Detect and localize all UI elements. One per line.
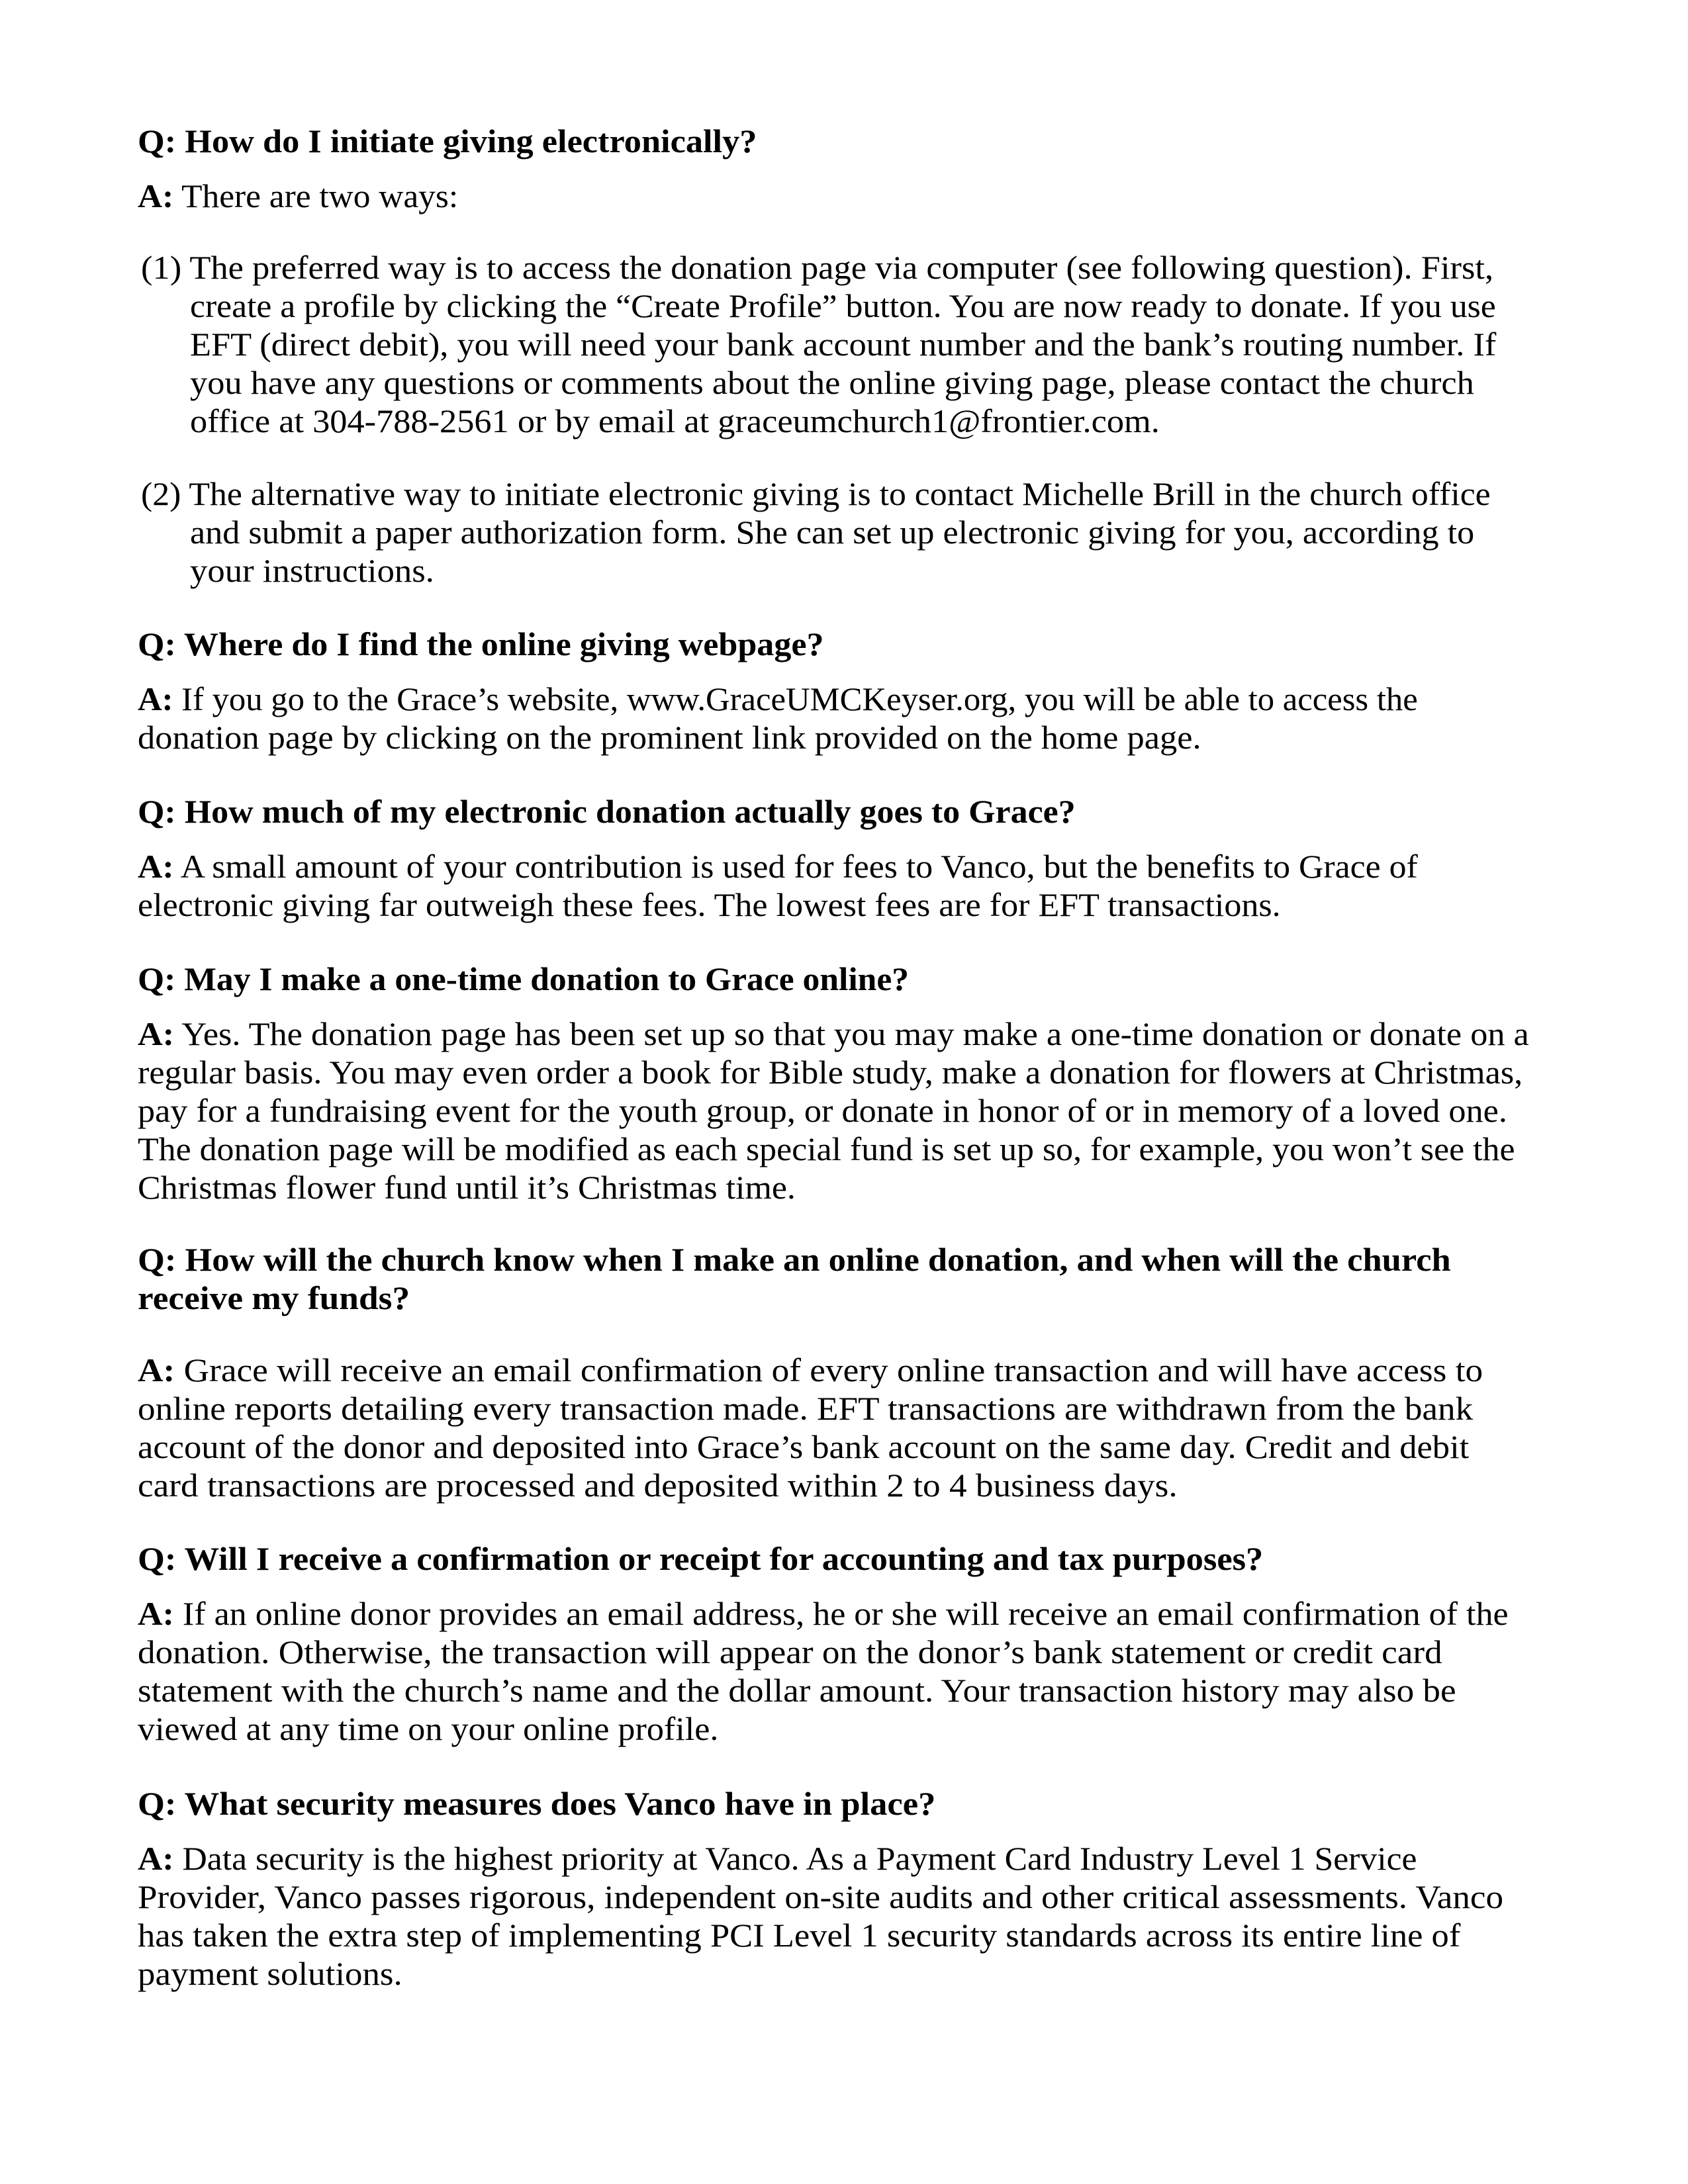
faq-question: receive my funds? (138, 1279, 410, 1316)
faq-answer-line (138, 1597, 1509, 1630)
faq-answer-line: viewed at any time on your online profile. (138, 1710, 719, 1747)
numbered-item-line: create a profile by clicking the “Create Profile” button. You are now ready to donate. If you use (190, 287, 1496, 324)
answer-label: A: (138, 1595, 174, 1632)
faq-answer-line: account of the donor and deposited into Grace’s bank account on the same day. Credit and debit (138, 1428, 1470, 1465)
faq-answer-line: regular basis. You may even order a book for Bible study, make a donation for flowers at Christmas, (138, 1054, 1523, 1091)
answer-text: Data security is the highest priority at Vanco. As a Payment Card Industry Level 1 Service (173, 1840, 1417, 1877)
answer-label: A: (138, 1351, 175, 1388)
answer-text: If you go to the Grace’s website, www.GraceUMCKeyser.org, you will be able to access the (173, 680, 1418, 717)
faq-question: Q: How much of my electronic donation actually goes to Grace? (138, 793, 1076, 830)
faq-answer-line: payment solutions. (138, 1955, 402, 1992)
numbered-item-line: office at 304-788-2561 or by email at graceumchurch1@frontier.com. (190, 402, 1160, 439)
faq-answer-line (138, 1017, 1529, 1050)
faq-question: Q: Will I receive a confirmation or receipt for accounting and tax purposes? (138, 1540, 1264, 1577)
faq-answer-line (138, 1842, 1417, 1875)
answer-label: A: (138, 848, 174, 885)
faq-question: Q: What security measures does Vanco have in place? (138, 1785, 936, 1822)
numbered-item-line: you have any questions or comments about the online giving page, please contact the church (190, 364, 1474, 401)
answer-text: A small amount of your contribution is used for fees to Vanco, but the benefits to Grace of (173, 848, 1418, 885)
item-text: The alternative way to initiate electronic giving is to contact Michelle Brill in the church office (181, 475, 1491, 512)
answer-text: If an online donor provides an email address, he or she will receive an email confirmation of the (173, 1595, 1509, 1632)
faq-question: Q: How will the church know when I make an online donation, and when will the church (138, 1241, 1451, 1278)
faq-answer-line: statement with the church’s name and the dollar amount. Your transaction history may also be (138, 1672, 1456, 1709)
faq-answer-line: Christmas flower fund until it’s Christmas time. (138, 1169, 796, 1206)
faq-answer-line (138, 850, 1418, 883)
faq-question: Q: May I make a one-time donation to Grace online? (138, 960, 910, 997)
numbered-item-line: EFT (direct debit), you will need your bank account number and the bank’s routing number. If (190, 326, 1497, 363)
answer-text: Yes. The donation page has been set up so that you may make a one-time donation or donate on a (174, 1015, 1529, 1052)
faq-answer-line: The donation page will be modified as each special fund is set up so, for example, you won’t see the (138, 1130, 1515, 1167)
item-text: The preferred way is to access the donation page via computer (see following question). First, (181, 249, 1494, 286)
faq-answer-line: card transactions are processed and deposited within 2 to 4 business days. (138, 1467, 1178, 1504)
faq-answer-line: donation page by clicking on the prominent link provided on the home page. (138, 719, 1201, 756)
answer-label: A: (138, 1840, 174, 1877)
answer-text: Grace will receive an email confirmation of every online transaction and will have access to (175, 1351, 1483, 1388)
answer-label: A: (138, 177, 174, 214)
answer-label: A: (138, 1015, 175, 1052)
numbered-item-line: your instructions. (190, 552, 434, 589)
faq-answer-line: online reports detailing every transaction made. EFT transactions are withdrawn from the bank (138, 1390, 1474, 1427)
numbered-item-line (141, 477, 1491, 510)
faq-answer-line (138, 682, 1418, 715)
faq-answer-line (138, 179, 458, 212)
faq-answer-line (138, 1353, 1483, 1387)
faq-answer-line: donation. Otherwise, the transaction will appear on the donor’s bank statement or credit card (138, 1633, 1442, 1670)
answer-text: There are two ways: (173, 177, 459, 214)
item-number: (1) (141, 249, 182, 286)
faq-answer-line: has taken the extra step of implementing PCI Level 1 security standards across its entire line of (138, 1917, 1461, 1954)
numbered-item-line: and submit a paper authorization form. She can set up electronic giving for you, according to (190, 514, 1475, 551)
faq-answer-line: Provider, Vanco passes rigorous, independent on-site audits and other critical assessments. Vanco (138, 1878, 1504, 1915)
numbered-item-line (141, 251, 1493, 284)
faq-answer-line: electronic giving far outweigh these fees. The lowest fees are for EFT transactions. (138, 886, 1281, 923)
faq-question: Q: How do I initiate giving electronically? (138, 122, 757, 159)
item-number: (2) (141, 475, 181, 512)
answer-label: A: (138, 680, 173, 717)
faq-question: Q: Where do I find the online giving webpage? (138, 625, 824, 662)
faq-answer-line: pay for a fundraising event for the youth group, or donate in honor of or in memory of a loved one. (138, 1092, 1507, 1129)
